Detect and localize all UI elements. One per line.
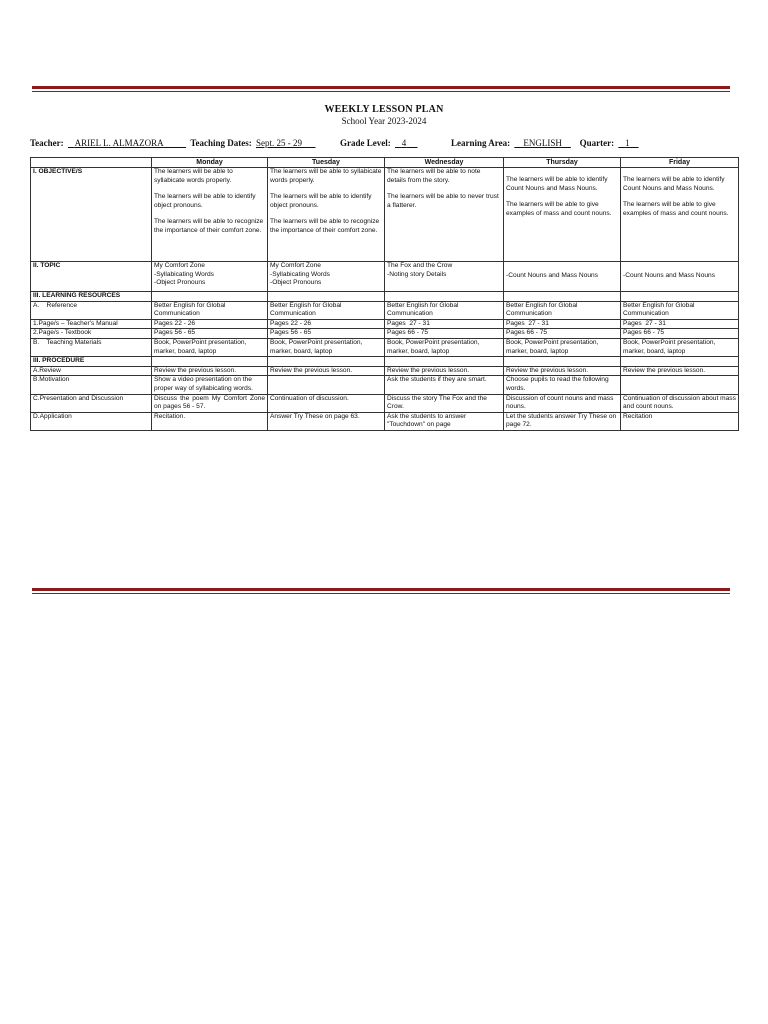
cell-thursday: Review the previous lesson. xyxy=(504,366,621,376)
cell-wednesday: The learners will be able to note details from the story. The learners will be able to never trust a flatterer. xyxy=(385,168,504,262)
cell-thursday: Pages 66 - 75 xyxy=(504,329,621,339)
reference-row xyxy=(31,301,739,319)
cell-friday: Pages 27 - 31 xyxy=(621,319,739,329)
procedure-row xyxy=(31,357,739,367)
row-label: II. TOPIC xyxy=(31,262,152,292)
dates-label: Teaching Dates: xyxy=(190,138,252,148)
cell-tuesday: Better English for Global Communication xyxy=(268,301,385,319)
teacher-name: ARIEL L. ALMAZORA xyxy=(74,138,164,148)
section-label: III. PROCEDURE xyxy=(31,357,152,367)
cell-monday: Recitation. xyxy=(152,412,268,430)
header-day: Thursday xyxy=(504,158,621,168)
table-header-row xyxy=(31,158,739,168)
objectives-row xyxy=(31,168,739,262)
row-label: 1.Page/s – Teacher's Manual xyxy=(31,319,152,329)
cell-friday: Book, PowerPoint presentation, marker, board, laptop xyxy=(621,338,739,356)
cell-thursday: The learners will be able to identify Count Nouns and Mass Nouns. The learners will be able to give examples of mass and count nouns. xyxy=(504,168,621,262)
cell-friday: Better English for Global Communication xyxy=(621,301,739,319)
cell-friday: Continuation of discussion about mass and count nouns. xyxy=(621,394,739,412)
teaching-dates: Sept. 25 - 29 xyxy=(256,138,303,148)
teacher-label: Teacher: xyxy=(30,138,64,148)
learning-area: ENGLISH xyxy=(523,138,562,148)
bottom-divider xyxy=(32,588,730,594)
application-row xyxy=(31,412,739,430)
row-label: I. OBJECTIVE/S xyxy=(31,168,152,262)
row-label: D.Application xyxy=(31,412,152,430)
cell-wednesday: The Fox and the Crow -Noting story Details xyxy=(385,262,504,292)
area-label: Learning Area: xyxy=(451,138,511,148)
header-day: Wednesday xyxy=(385,158,504,168)
school-year: School Year 2023-2024 xyxy=(341,116,427,126)
cell-tuesday: Book, PowerPoint presentation, marker, board, laptop xyxy=(268,338,385,356)
quarter-label: Quarter: xyxy=(579,138,615,148)
cell-thursday: Pages 27 - 31 xyxy=(504,319,621,329)
cell-tuesday: Answer Try These on page 63. xyxy=(268,412,385,430)
review-row xyxy=(31,366,739,376)
motivation-row xyxy=(31,376,739,394)
cell-monday: Book, PowerPoint presentation, marker, board, laptop xyxy=(152,338,268,356)
section-label: III. LEARNING RESOURCES xyxy=(31,292,152,302)
row-label: C.Presentation and Discussion xyxy=(31,394,152,412)
lesson-info-line xyxy=(30,138,740,148)
cell-monday: Show a video presentation on the proper way of syllabicating words. xyxy=(152,376,268,394)
row-label: B. Teaching Materials xyxy=(31,338,152,356)
cell-wednesday: Ask the students if they are smart. xyxy=(385,376,504,394)
cell-tuesday: The learners will be able to syllabicate words properly. The learners will be able to identify object pronouns. The learners will be able to recognize the importance of their comfort zone. xyxy=(268,168,385,262)
cell-monday: Pages 22 - 26 xyxy=(152,319,268,329)
row-label: A. Reference xyxy=(31,301,152,319)
top-divider xyxy=(32,86,730,92)
header-blank xyxy=(31,158,152,168)
cell-monday: The learners will be able to syllabicate words properly. The learners will be able to identify object pronouns. The learners will be able to recognize the importance of their comfort zone. xyxy=(152,168,268,262)
cell-thursday: Better English for Global Communication xyxy=(504,301,621,319)
cell-wednesday: Discuss the story The Fox and the Crow. xyxy=(385,394,504,412)
resources-row xyxy=(31,292,739,302)
cell-tuesday xyxy=(268,376,385,394)
cell-friday: -Count Nouns and Mass Nouns xyxy=(621,262,739,292)
cell-thursday: Discussion of count nouns and mass nouns. xyxy=(504,394,621,412)
cell-wednesday: Book, PowerPoint presentation, marker, board, laptop xyxy=(385,338,504,356)
cell-tuesday: Review the previous lesson. xyxy=(268,366,385,376)
cell-monday: Pages 56 - 65 xyxy=(152,329,268,339)
document-title: WEEKLY LESSON PLAN xyxy=(324,104,444,115)
textbook-row xyxy=(31,329,739,339)
cell-thursday: Let the students answer Try These on page 72. xyxy=(504,412,621,430)
cell-thursday: Choose pupils to read the following words. xyxy=(504,376,621,394)
materials-row xyxy=(31,338,739,356)
cell-wednesday: Pages 27 - 31 xyxy=(385,319,504,329)
lesson-plan-table xyxy=(30,157,739,431)
cell-thursday: Book, PowerPoint presentation, marker, board, laptop xyxy=(504,338,621,356)
cell-monday: Review the previous lesson. xyxy=(152,366,268,376)
cell-monday: Better English for Global Communication xyxy=(152,301,268,319)
cell-wednesday: Ask the students to answer "Touchdown" on page xyxy=(385,412,504,430)
cell-tuesday: Pages 22 - 26 xyxy=(268,319,385,329)
cell-wednesday: Pages 66 - 75 xyxy=(385,329,504,339)
cell-friday xyxy=(621,376,739,394)
header-day: Monday xyxy=(152,158,268,168)
cell-wednesday: Review the previous lesson. xyxy=(385,366,504,376)
row-label: 2.Page/s - Textbook xyxy=(31,329,152,339)
cell-tuesday: My Comfort Zone -Syllabicating Words -Object Pronouns xyxy=(268,262,385,292)
cell-friday: Recitation xyxy=(621,412,739,430)
cell-tuesday: Continuation of discussion. xyxy=(268,394,385,412)
grade-level: 4 xyxy=(401,138,407,148)
cell-friday: The learners will be able to identify Count Nouns and Mass Nouns. The learners will be able to give examples of mass and count nouns. xyxy=(621,168,739,262)
cell-monday: Discuss the poem My Comfort Zone on pages 56 - 57. xyxy=(152,394,268,412)
cell-tuesday: Pages 56 - 65 xyxy=(268,329,385,339)
header-day: Friday xyxy=(621,158,739,168)
cell-friday: Pages 66 - 75 xyxy=(621,329,739,339)
manual-row xyxy=(31,319,739,329)
grade-label: Grade Level: xyxy=(340,138,391,148)
cell-wednesday: Better English for Global Communication xyxy=(385,301,504,319)
row-label: A.Review xyxy=(31,366,152,376)
cell-friday: Review the previous lesson. xyxy=(621,366,739,376)
row-label: B.Motivation xyxy=(31,376,152,394)
cell-thursday: -Count Nouns and Mass Nouns xyxy=(504,262,621,292)
header-day: Tuesday xyxy=(268,158,385,168)
cell-monday: My Comfort Zone -Syllabicating Words -Object Pronouns xyxy=(152,262,268,292)
presentation-row xyxy=(31,394,739,412)
quarter: 1 xyxy=(625,138,630,148)
topic-row xyxy=(31,262,739,292)
